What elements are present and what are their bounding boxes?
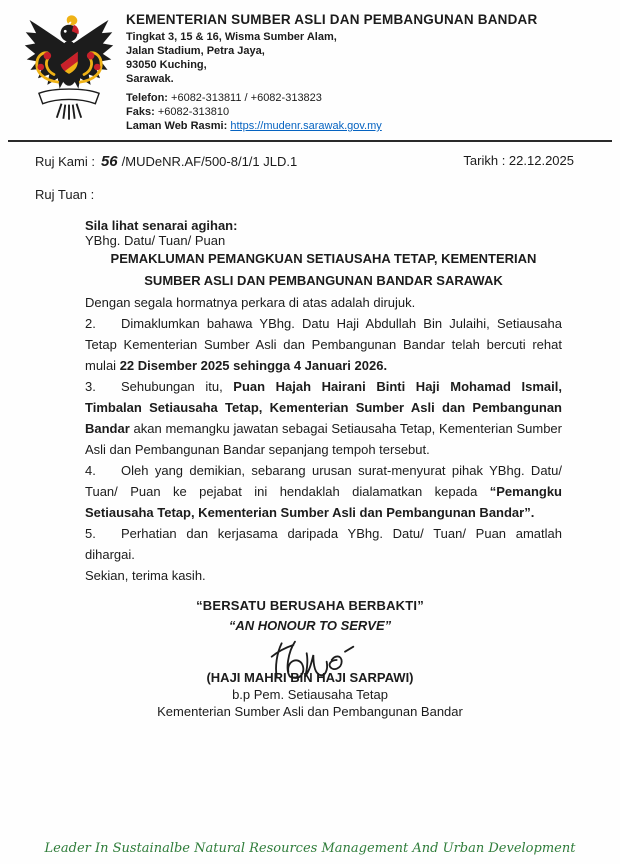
letterhead-divider [8, 140, 612, 142]
paragraph-text-bold: Puan Hajah Hairani Binti Haji Mohamad Ismail, Timbalan Setiausaha Tetap, Kementerian Sumber Asli dan Pembangunan Bandar [85, 379, 562, 436]
ruj-kami-line [35, 153, 297, 170]
ruj-kami-label: Ruj Kami : [35, 154, 95, 169]
paragraph-text: Dimaklumkan bahawa YBhg. Datu Haji Abdullah Bin Julaihi, Setiausaha Tetap Kementerian Sumber Asli dan Pembangunan Bandar telah bercuti rehat mulai [85, 316, 562, 373]
paragraph-5 [85, 523, 562, 565]
website-link[interactable]: https://mudenr.sarawak.gov.my [230, 120, 382, 132]
reference-row [35, 153, 574, 170]
subject-line-2: SUMBER ASLI DAN PEMBANGUNAN BANDAR SARAWAK [144, 273, 503, 288]
letterhead [0, 0, 620, 133]
ruj-kami-suffix: /MUDeNR.AF/500-8/1/1 JLD.1 [121, 154, 298, 169]
paragraph-text-bold: 22 Disember 2025 sehingga 4 Januari 2026. [119, 358, 388, 373]
subject-line-1: PEMAKLUMAN PEMANGKUAN SETIAUSAHA TETAP, KEMENTERIAN [110, 251, 537, 266]
paragraph-number: 2. [85, 316, 96, 331]
paragraph-text: Sehubungan itu, [121, 379, 234, 394]
motto-english: “AN HONOUR TO SERVE” [228, 618, 392, 633]
paragraph-text: Perhatian dan kerjasama daripada YBhg. Datu/ Tuan/ Puan amatlah dihargai. [85, 526, 562, 562]
paragraph-2 [85, 313, 562, 376]
website-line [126, 119, 537, 133]
closing-line: Sekian, terima kasih. [85, 568, 206, 583]
distribution-note: Sila lihat senarai agihan: [85, 218, 238, 233]
paragraph-text-bold: “Pemangku Setiausaha Tetap, Kementerian Sumber Asli dan Pembangunan Bandar” [85, 484, 562, 520]
faks-line [126, 105, 537, 119]
faks-label: Faks: [126, 106, 155, 118]
signer-name: (HAJI MAHRI BIN HAJI SARPAWI) [206, 670, 414, 685]
sarawak-crest-icon [22, 8, 116, 126]
salutation: YBhg. Datu/ Tuan/ Puan [85, 233, 226, 248]
signoff-block [0, 598, 620, 719]
faks-value: +6082-313810 [157, 106, 230, 118]
address-line: 93050 Kuching, [126, 59, 207, 71]
paragraph-text: . [530, 505, 535, 520]
telefon-line [126, 91, 537, 105]
tarikh-line: Tarikh : 22.12.2025 [463, 153, 574, 168]
letterhead-text [126, 8, 537, 133]
address-line: Sarawak. [126, 73, 174, 85]
paragraph-3 [85, 376, 562, 460]
ruj-tuan-line: Ruj Tuan : [35, 187, 95, 202]
telefon-value: +6082-313811 / +6082-313823 [171, 92, 322, 104]
website-label: Laman Web Rasmi: [126, 120, 228, 132]
signer-capacity: b.p Pem. Setiausaha Tetap [232, 687, 388, 702]
ruj-kami-number-handwritten: 56 [100, 153, 118, 170]
paragraph-number: 4. [85, 463, 96, 478]
telefon-label: Telefon: [126, 92, 168, 104]
paragraph-number: 3. [85, 379, 96, 394]
signer-organisation: Kementerian Sumber Asli dan Pembangunan Bandar [157, 704, 463, 719]
paragraph-4 [85, 460, 562, 523]
ministry-name: KEMENTERIAN SUMBER ASLI DAN PEMBANGUNAN BANDAR [126, 12, 538, 27]
footer-tagline: Leader In Sustainalbe Natural Resources Management And Urban Development [44, 841, 576, 856]
paragraph-number: 5. [85, 526, 96, 541]
address-line: Tingkat 3, 15 & 16, Wisma Sumber Alam, [126, 31, 337, 43]
letter-body [85, 218, 562, 586]
contact-block [126, 91, 537, 133]
motto-malay: “BERSATU BERUSAHA BERBAKTI” [196, 598, 424, 613]
paragraph-1: Dengan segala hormatnya perkara di atas adalah dirujuk. [85, 295, 416, 310]
paragraph-text: akan memangku jawatan sebagai Setiausaha Tetap, Kementerian Sumber Asli dan Pembangunan Bandar sepanjang tempoh tersebut. [85, 421, 562, 457]
subject-title [85, 248, 562, 292]
paragraph-text: Oleh yang demikian, sebarang urusan surat-menyurat pihak YBhg. Datu/ Tuan/ Puan ke pejabat ini hendaklah dialamatkan kepada [85, 463, 562, 499]
address-line: Jalan Stadium, Petra Jaya, [126, 45, 265, 57]
